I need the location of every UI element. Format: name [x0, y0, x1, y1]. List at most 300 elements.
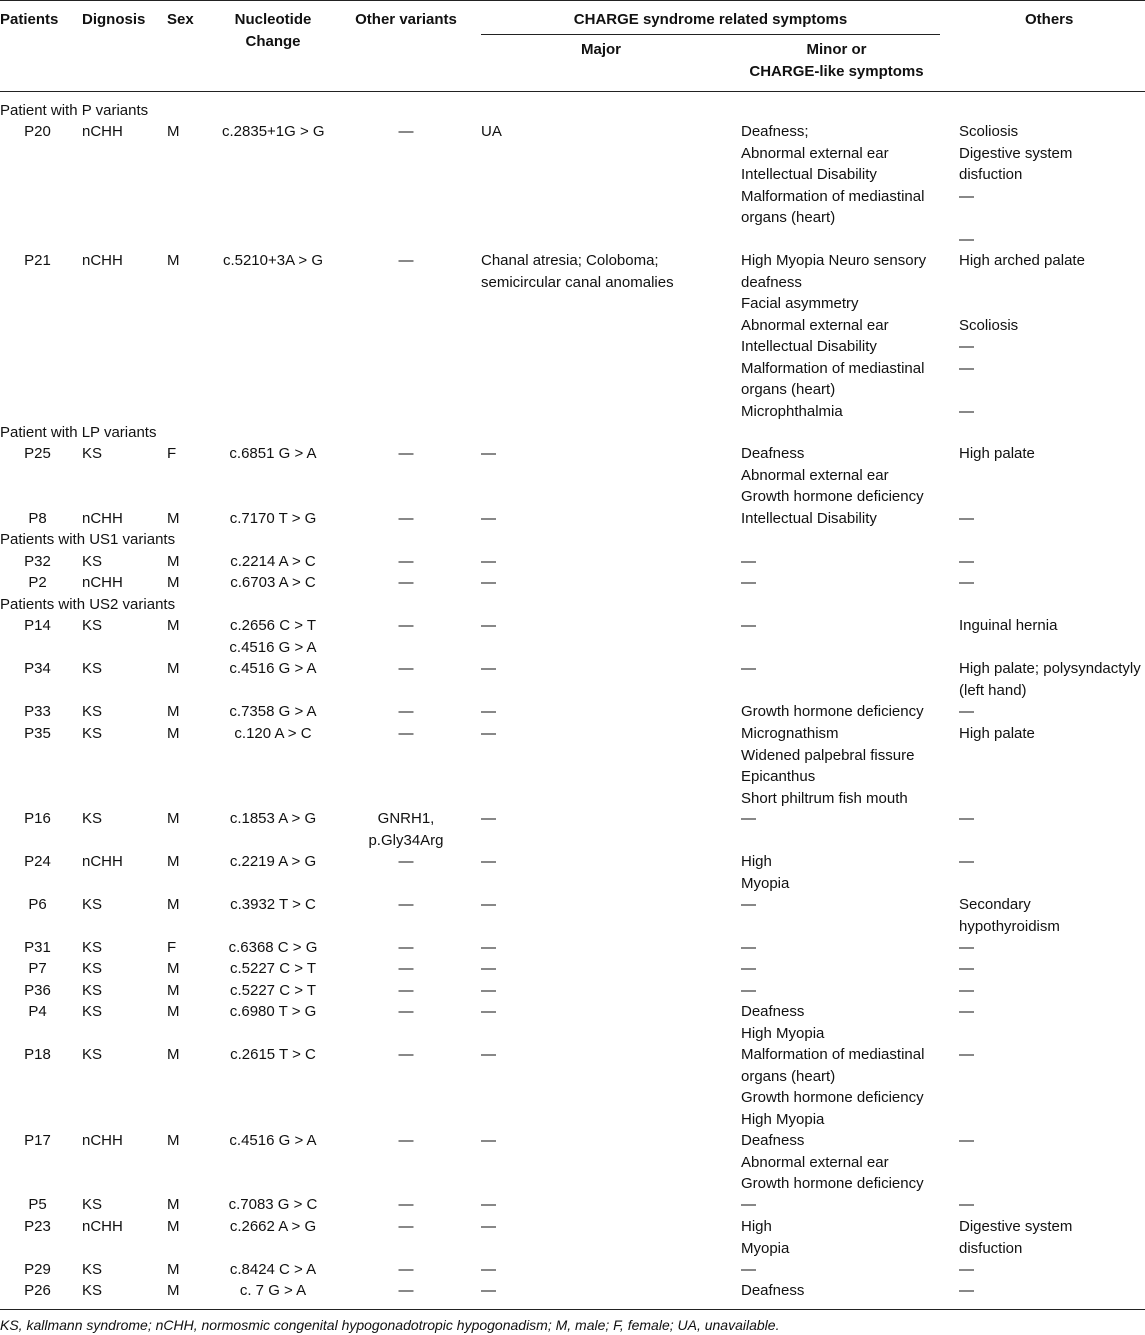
cell-nucleotide [222, 937, 324, 959]
cell-minor-line: Short philtrum fish mouth [741, 789, 908, 807]
cell-patient: P17 [24, 1132, 51, 1149]
cell-minor-line: organs (heart) [741, 1067, 836, 1085]
cell-others-line: Digestive system [959, 144, 1073, 162]
cell-major-line: — [481, 445, 496, 462]
cell-sex: M [167, 982, 180, 999]
cell-others [959, 508, 974, 530]
cell-others [959, 250, 1085, 422]
cell-nucleotide [222, 1001, 324, 1023]
cell-others-line: hypothyroidism [959, 917, 1060, 935]
cell-others-line [959, 379, 1085, 401]
cell-others-line: High palate [959, 725, 1035, 742]
cell-minor [741, 958, 756, 980]
cell-minor-line: — [741, 896, 756, 913]
cell-other-variants-line: — [398, 1261, 414, 1278]
cell-others [959, 551, 974, 573]
cell-nucleotide-line: c.2835+1G > G [222, 123, 325, 140]
cell-patient: P31 [24, 939, 51, 956]
cell-minor [741, 443, 924, 508]
cell-patient: P26 [24, 1282, 51, 1299]
cell-nucleotide [222, 701, 324, 723]
cell-major [481, 1044, 496, 1066]
cell-minor-line: — [741, 960, 756, 977]
cell-minor-line: — [741, 939, 756, 956]
cell-other-variants [350, 572, 462, 594]
cell-other-variants [350, 894, 462, 916]
cell-major-line: — [481, 810, 496, 827]
cell-sex: M [167, 1218, 180, 1235]
cell-sex: M [167, 1261, 180, 1278]
cell-other-variants [350, 1044, 462, 1066]
cell-other-variants-line: — [398, 960, 414, 977]
cell-nucleotide [222, 723, 324, 745]
cell-other-variants [350, 958, 462, 980]
cell-major-line: semicircular canal anomalies [481, 273, 674, 291]
cell-sex: M [167, 1046, 180, 1063]
cell-other-variants-line: — [398, 1218, 414, 1235]
cell-sex: F [167, 445, 177, 462]
cell-nucleotide [222, 615, 324, 658]
cell-nucleotide-line: c.5227 C > T [229, 960, 317, 977]
cell-other-variants-line: — [398, 982, 414, 999]
cell-other-variants-line: — [398, 123, 414, 140]
cell-other-variants-line: — [398, 1196, 414, 1213]
cell-others [959, 723, 1035, 745]
cell-other-variants [350, 1259, 462, 1281]
cell-nucleotide-line: c.120 A > C [234, 725, 312, 742]
cell-minor [741, 701, 924, 723]
cell-other-variants [350, 701, 462, 723]
cell-diagnosis: nCHH [82, 853, 123, 870]
header-bottom-rule [0, 91, 1145, 92]
cell-major [481, 443, 496, 465]
cell-minor [741, 1130, 924, 1195]
cell-patient: P8 [28, 510, 47, 527]
cell-nucleotide-line: c.7170 T > G [229, 510, 317, 527]
cell-other-variants [350, 1001, 462, 1023]
cell-others-line: High palate [959, 445, 1035, 462]
cell-patient: P24 [24, 853, 51, 870]
cell-minor [741, 121, 924, 229]
cell-other-variants-line: — [398, 445, 414, 462]
cell-minor [741, 808, 756, 830]
cell-other-variants [350, 551, 462, 573]
cell-others-line: — [959, 1196, 974, 1213]
cell-others [959, 1259, 974, 1281]
table-bottom-rule [0, 1309, 1145, 1310]
cell-minor [741, 551, 756, 573]
cell-major-line: — [481, 1046, 496, 1063]
cell-minor-line: Malformation of mediastinal [741, 359, 925, 377]
cell-diagnosis: KS [82, 982, 103, 999]
cell-others-line: — [959, 1003, 974, 1020]
cell-major [481, 958, 496, 980]
cell-sex: M [167, 703, 180, 720]
cell-others [959, 121, 1072, 250]
cell-major-line: — [481, 574, 496, 591]
cell-minor [741, 723, 914, 809]
cell-minor-line: Abnormal external ear [741, 466, 889, 484]
cell-minor-line: — [741, 574, 756, 591]
cell-other-variants-line: — [398, 510, 414, 527]
cell-sex: M [167, 123, 180, 140]
cell-minor-line: High [741, 1218, 772, 1235]
cell-other-variants [350, 1216, 462, 1238]
cell-others [959, 572, 974, 594]
cell-sex: M [167, 660, 180, 677]
cell-nucleotide [222, 851, 324, 873]
cell-minor [741, 1280, 804, 1302]
cell-minor-line: Abnormal external ear [741, 1153, 889, 1171]
cell-sex: M [167, 1282, 180, 1299]
cell-patient: P20 [24, 123, 51, 140]
cell-nucleotide-line: c.5210+3A > G [222, 252, 324, 269]
cell-nucleotide [222, 1216, 324, 1238]
cell-nucleotide-line: c.6851 G > A [229, 445, 317, 462]
header-minor-line2: CHARGE-like symptoms [749, 62, 924, 80]
cell-minor [741, 250, 926, 422]
cell-minor [741, 1194, 756, 1216]
cell-major-line: — [481, 1218, 496, 1235]
cell-nucleotide [222, 958, 324, 980]
cell-nucleotide [222, 250, 324, 272]
cell-nucleotide-line: c.2615 T > C [230, 1046, 316, 1063]
cell-nucleotide-line: c.5227 C > T [229, 982, 317, 999]
cell-diagnosis: KS [82, 896, 103, 913]
table-top-rule [0, 0, 1145, 1]
cell-major-line: — [481, 982, 496, 999]
cell-diagnosis: KS [82, 1196, 103, 1213]
cell-minor [741, 572, 756, 594]
cell-other-variants [350, 937, 462, 959]
cell-others [959, 1194, 974, 1216]
cell-diagnosis: KS [82, 1046, 103, 1063]
cell-minor-line: Abnormal external ear [741, 144, 889, 162]
cell-major [481, 1216, 496, 1238]
cell-others-line: — [959, 853, 974, 870]
cell-others-line: — [959, 187, 974, 205]
cell-patient: P18 [24, 1046, 51, 1063]
cell-major [481, 615, 496, 637]
cell-nucleotide [222, 1259, 324, 1281]
cell-patient: P35 [24, 725, 51, 742]
cell-minor [741, 1216, 789, 1259]
cell-other-variants-line: — [398, 1003, 414, 1020]
cell-minor-line: organs (heart) [741, 209, 836, 226]
cell-diagnosis: KS [82, 1261, 103, 1278]
cell-diagnosis: KS [82, 660, 103, 677]
cell-patient: P14 [24, 617, 51, 634]
cell-patient: P6 [28, 896, 47, 913]
cell-major [481, 1001, 496, 1023]
header-nucleotide-line1: Nucleotide [234, 11, 312, 28]
cell-others-line: — [959, 338, 974, 355]
cell-minor-line: Intellectual Disability [741, 338, 877, 355]
cell-major-line: Chanal atresia; Coloboma; [481, 252, 659, 269]
cell-other-variants [350, 1130, 462, 1152]
cell-major [481, 508, 496, 530]
cell-patient: P23 [24, 1218, 51, 1235]
cell-minor [741, 894, 756, 916]
cell-minor-line: Intellectual Disability [741, 166, 877, 183]
cell-patient: P2 [28, 574, 47, 591]
cell-nucleotide [222, 1194, 324, 1216]
cell-minor-line: Deafness [741, 445, 805, 462]
cell-nucleotide [222, 1280, 324, 1302]
header-dignosis: Dignosis [82, 11, 146, 28]
cell-minor [741, 851, 789, 894]
cell-diagnosis: nCHH [82, 1218, 123, 1235]
cell-patient: P16 [24, 810, 51, 827]
cell-others-line: disfuction [959, 1239, 1023, 1257]
cell-sex: M [167, 1003, 180, 1020]
cell-other-variants-line: — [398, 939, 414, 956]
cell-nucleotide [222, 572, 324, 594]
cell-major-line: — [481, 510, 496, 527]
cell-sex: M [167, 617, 180, 634]
cell-major [481, 572, 496, 594]
cell-minor-line: Malformation of mediastinal [741, 187, 925, 205]
cell-major [481, 250, 674, 293]
cell-others [959, 1044, 974, 1066]
cell-others-line [959, 272, 1085, 294]
cell-nucleotide-line: c. 7 G > A [239, 1282, 307, 1299]
cell-nucleotide [222, 508, 324, 530]
cell-others [959, 1216, 1072, 1259]
cell-diagnosis: KS [82, 810, 103, 827]
cell-major [481, 937, 496, 959]
cell-nucleotide-line: c.4516 G > A [229, 1132, 317, 1149]
cell-other-variants [350, 658, 462, 680]
cell-major [481, 808, 496, 830]
cell-major-line: — [481, 896, 496, 913]
cell-other-variants-line: — [398, 252, 414, 269]
cell-minor-line: Deafness [741, 1003, 805, 1020]
cell-others-line: — [959, 553, 974, 570]
cell-major [481, 658, 496, 680]
cell-other-variants-line: — [398, 553, 414, 570]
cell-others [959, 894, 1060, 937]
cell-nucleotide-line: c.7358 G > A [229, 703, 317, 720]
cell-minor-line: Deafness [741, 1282, 805, 1299]
header-other-variants: Other variants [355, 11, 457, 28]
cell-other-variants-line: — [398, 574, 414, 591]
header-minor [733, 39, 940, 82]
cell-other-variants [350, 980, 462, 1002]
cell-others-line: — [959, 982, 974, 999]
cell-others-line: — [959, 939, 974, 956]
cell-minor-line: — [741, 982, 756, 999]
cell-others-line: High palate; polysyndactyly [959, 660, 1141, 677]
cell-sex: M [167, 960, 180, 977]
cell-minor-line: Micrognathism [741, 725, 839, 742]
cell-major-line: — [481, 1132, 496, 1149]
cell-nucleotide-line: c.4516 G > A [229, 638, 317, 656]
cell-patient: P29 [24, 1261, 51, 1278]
cell-major [481, 723, 496, 745]
cell-other-variants-line: — [398, 725, 414, 742]
cell-major-line: — [481, 553, 496, 570]
cell-nucleotide-line: c.2662 A > G [229, 1218, 317, 1235]
cell-minor-line: High [741, 853, 772, 870]
cell-major-line: — [481, 1261, 496, 1278]
cell-patient: P33 [24, 703, 51, 720]
cell-nucleotide [222, 121, 324, 143]
cell-diagnosis: KS [82, 939, 103, 956]
cell-minor-line: — [741, 660, 756, 677]
cell-others-line: Scoliosis [959, 316, 1019, 334]
cell-other-variants [350, 121, 462, 143]
cell-other-variants [350, 1194, 462, 1216]
cell-major-line: — [481, 853, 496, 870]
section-label-us2: Patients with US2 variants [0, 596, 176, 613]
cell-other-variants [350, 615, 462, 637]
cell-major [481, 1280, 496, 1302]
cell-nucleotide [222, 1044, 324, 1066]
cell-minor-line: Malformation of mediastinal [741, 1046, 925, 1063]
cell-other-variants [350, 723, 462, 745]
cell-major [481, 121, 502, 143]
cell-minor-line: — [741, 1196, 756, 1213]
cell-others-line [959, 293, 1085, 315]
cell-major-line: — [481, 725, 496, 742]
cell-nucleotide [222, 894, 324, 916]
cell-others-line: (left hand) [959, 681, 1027, 699]
cell-other-variants-line: p.Gly34Arg [368, 831, 444, 849]
cell-nucleotide [222, 808, 324, 830]
cell-minor-line: High Myopia [741, 1024, 825, 1042]
cell-minor [741, 980, 756, 1002]
section-label-lp: Patient with LP variants [0, 424, 157, 441]
cell-sex: M [167, 810, 180, 827]
cell-diagnosis: KS [82, 725, 103, 742]
cell-patient: P21 [24, 252, 51, 269]
cell-minor-line: Facial asymmetry [741, 295, 859, 312]
cell-sex: M [167, 574, 180, 591]
cell-others-line: — [959, 510, 974, 527]
cell-patient: P36 [24, 982, 51, 999]
cell-minor-line: Deafness [741, 1132, 805, 1149]
cell-others-line: — [959, 1132, 974, 1149]
cell-others-line: — [959, 402, 974, 420]
cell-others-line: — [959, 1261, 974, 1278]
cell-other-variants-line: — [398, 853, 414, 870]
cell-others [959, 958, 974, 980]
cell-minor-line: — [741, 553, 756, 570]
section-label-p: Patient with P variants [0, 102, 149, 119]
cell-other-variants [350, 443, 462, 465]
cell-major-line: — [481, 939, 496, 956]
cell-diagnosis: nCHH [82, 574, 123, 591]
cell-nucleotide-line: c.6368 C > G [228, 939, 318, 956]
cell-major [481, 701, 496, 723]
cell-diagnosis: nCHH [82, 252, 123, 269]
cell-others-line: — [959, 359, 974, 377]
cell-patient: P4 [28, 1003, 47, 1020]
cell-sex: M [167, 1196, 180, 1213]
cell-minor-line: Microphthalmia [741, 402, 843, 420]
cell-nucleotide-line: c.3932 T > C [230, 896, 316, 913]
header-major: Major [580, 41, 621, 58]
cell-major-line: — [481, 617, 496, 634]
cell-minor [741, 1044, 924, 1130]
cell-other-variants-line: — [398, 1132, 414, 1149]
cell-other-variants [350, 851, 462, 873]
cell-other-variants-line: — [398, 660, 414, 677]
cell-minor-line: Growth hormone deficiency [741, 1175, 924, 1192]
cell-others [959, 443, 1035, 465]
cell-others [959, 937, 974, 959]
cell-other-variants-line: — [398, 1046, 414, 1063]
cell-other-variants-line: — [398, 617, 414, 634]
section-label-us1: Patients with US1 variants [0, 531, 176, 548]
cell-nucleotide-line: c.4516 G > A [229, 660, 317, 677]
header-charge-group: CHARGE syndrome related symptoms [573, 11, 848, 28]
cell-minor-line: Growth hormone deficiency [741, 1089, 924, 1106]
cell-other-variants [350, 1280, 462, 1302]
cell-sex: M [167, 252, 180, 269]
cell-minor-line: Growth hormone deficiency [741, 488, 924, 505]
cell-minor-line: Myopia [741, 874, 790, 892]
cell-nucleotide [222, 443, 324, 465]
cell-others [959, 1130, 974, 1152]
cell-major-line: — [481, 1003, 496, 1020]
cell-minor-line: Intellectual Disability [741, 510, 877, 527]
cell-patient: P5 [28, 1196, 47, 1213]
cell-sex: M [167, 1132, 180, 1149]
cell-others-line: — [959, 230, 974, 248]
cell-other-variants [350, 250, 462, 272]
cell-patient: P34 [24, 660, 51, 677]
cell-nucleotide-line: c.2656 C > T [229, 617, 317, 634]
cell-minor-line: — [741, 617, 756, 634]
cell-major [481, 551, 496, 573]
charge-group-rule [481, 34, 940, 35]
cell-nucleotide-line: c.2219 A > G [229, 853, 317, 870]
cell-diagnosis: KS [82, 617, 103, 634]
cell-sex: M [167, 725, 180, 742]
cell-others-line [959, 207, 1072, 229]
cell-others [959, 808, 974, 830]
cell-others [959, 658, 1141, 701]
cell-nucleotide [222, 980, 324, 1002]
cell-nucleotide [222, 1130, 324, 1152]
cell-minor [741, 1259, 756, 1281]
cell-major [481, 980, 496, 1002]
cell-diagnosis: KS [82, 1003, 103, 1020]
cell-others-line: disfuction [959, 166, 1023, 183]
cell-major [481, 1259, 496, 1281]
header-nucleotide [222, 9, 324, 52]
header-others: Others [1025, 11, 1074, 28]
cell-patient: P32 [24, 553, 51, 570]
header-sex: Sex [167, 11, 194, 28]
cell-diagnosis: KS [82, 960, 103, 977]
cell-other-variants-line: — [398, 896, 414, 913]
cell-nucleotide-line: c.6703 A > C [230, 574, 316, 591]
cell-others [959, 1001, 974, 1023]
cell-minor-line: High Myopia [741, 1110, 825, 1128]
cell-diagnosis: nCHH [82, 1132, 123, 1149]
cell-major [481, 1130, 496, 1152]
cell-diagnosis: KS [82, 703, 103, 720]
cell-minor-line: Growth hormone deficiency [741, 703, 924, 720]
cell-other-variants [350, 508, 462, 530]
cell-others-line: — [959, 1282, 974, 1299]
cell-other-variants [350, 808, 462, 851]
cell-others-line: — [959, 810, 974, 827]
cell-major-line: — [481, 960, 496, 977]
